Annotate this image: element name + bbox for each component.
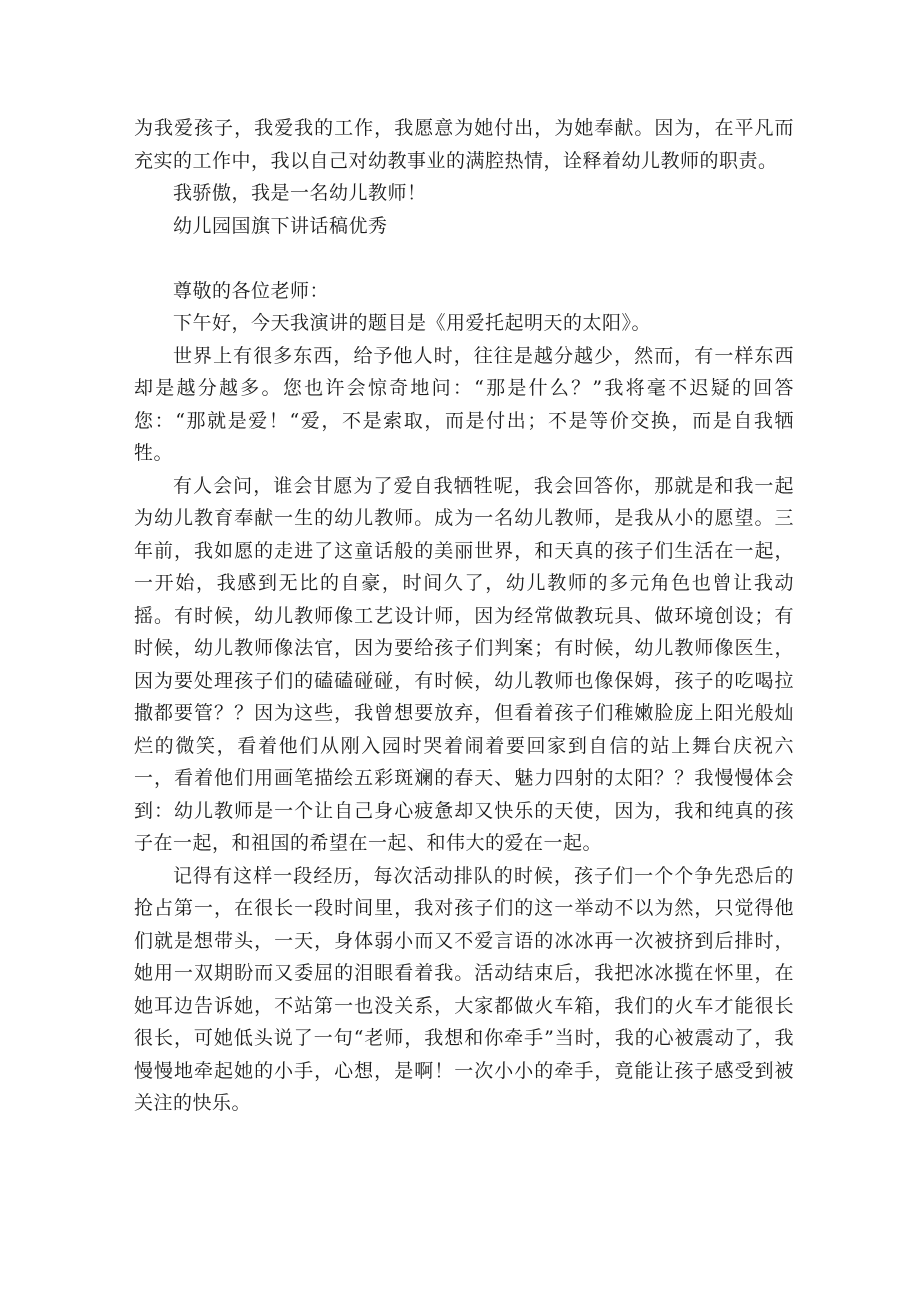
paragraph-roles: 有人会问，谁会甘愿为了爱自我牺牲呢，我会回答你，那就是和我一起为幼儿教育奉献一生的幼儿教师。成为一名幼儿教师，是我从小的愿望。三年前，我如愿的走进了这童话般的美丽世界，和天真的孩子们生活在一起，一开始，我感到无比的自豪，时间久了，幼儿教师的多元角色也曾让我动摇。有时候，幼儿教师像工艺设计师，因为经常做教玩具、做环境创设；有时候，幼儿教师像法官，因为要给孩子们判案；有时候，幼儿教师像医生，因为要处理孩子们的磕磕碰碰，有时候，幼儿教师也像保姆，孩子的吃喝拉撒都要管？？因为这些，我曾想要放弃，但看着孩子们稚嫩脸庞上阳光般灿烂的微笑，看着他们从刚入园时哭着闹着要回家到自信的站上舞台庆祝六一，看着他们用画笔描绘五彩斑斓的春天、魅力四射的太阳？？我慢慢体会到：幼儿教师是一个让自己身心疲惫却又快乐的天使，因为，我和纯真的孩子在一起，和祖国的希望在一起、和伟大的爱在一起。: [134, 474, 794, 854]
paragraph-love: 世界上有很多东西，给予他人时，往往是越分越少，然而，有一样东西却是越分越多。您也许会惊奇地问：“那是什么？”我将毫不迟疑的回答您：“那就是爱！“爱，不是索取，而是付出；不是等价交换，而是自我牺牲。: [134, 344, 794, 464]
salutation: 尊敬的各位老师：: [173, 279, 330, 302]
paragraph-greeting: 下午好，今天我演讲的题目是《用爱托起明天的太阳》。: [173, 312, 652, 334]
paragraph-continuation: 为我爱孩子，我爱我的工作，我愿意为她付出，为她奉献。因为，在平凡而充实的工作中，我以自己对幼教事业的满腔热情，诠释着幼儿教师的职责。: [134, 117, 794, 172]
document-body: [134, 112, 794, 1120]
paragraph-pride: 我骄傲，我是一名幼儿教师！: [173, 182, 427, 204]
paragraph-story: 记得有这样一段经历，每次活动排队的时候，孩子们一个个争先恐后的抢占第一，在很长一段时间里，我对孩子们的这一举动不以为然，只觉得他们就是想带头，一天，身体弱小而又不爱言语的冰冰再一次被挤到后排时，她用一双期盼而又委屈的泪眼看着我。活动结束后，我把冰冰揽在怀里，在她耳边告诉她，不站第一也没关系，大家都做火车箱，我们的火车才能很长很长，可她低头说了一句“老师，我想和你牵手”当时，我的心被震动了，我慢慢地牵起她的小手，心想，是啊！一次小小的牵手，竟能让孩子感受到被关注的快乐。: [134, 864, 794, 1114]
blank-line: [134, 242, 794, 275]
section-heading: 幼儿园国旗下讲话稿优秀: [173, 214, 388, 237]
